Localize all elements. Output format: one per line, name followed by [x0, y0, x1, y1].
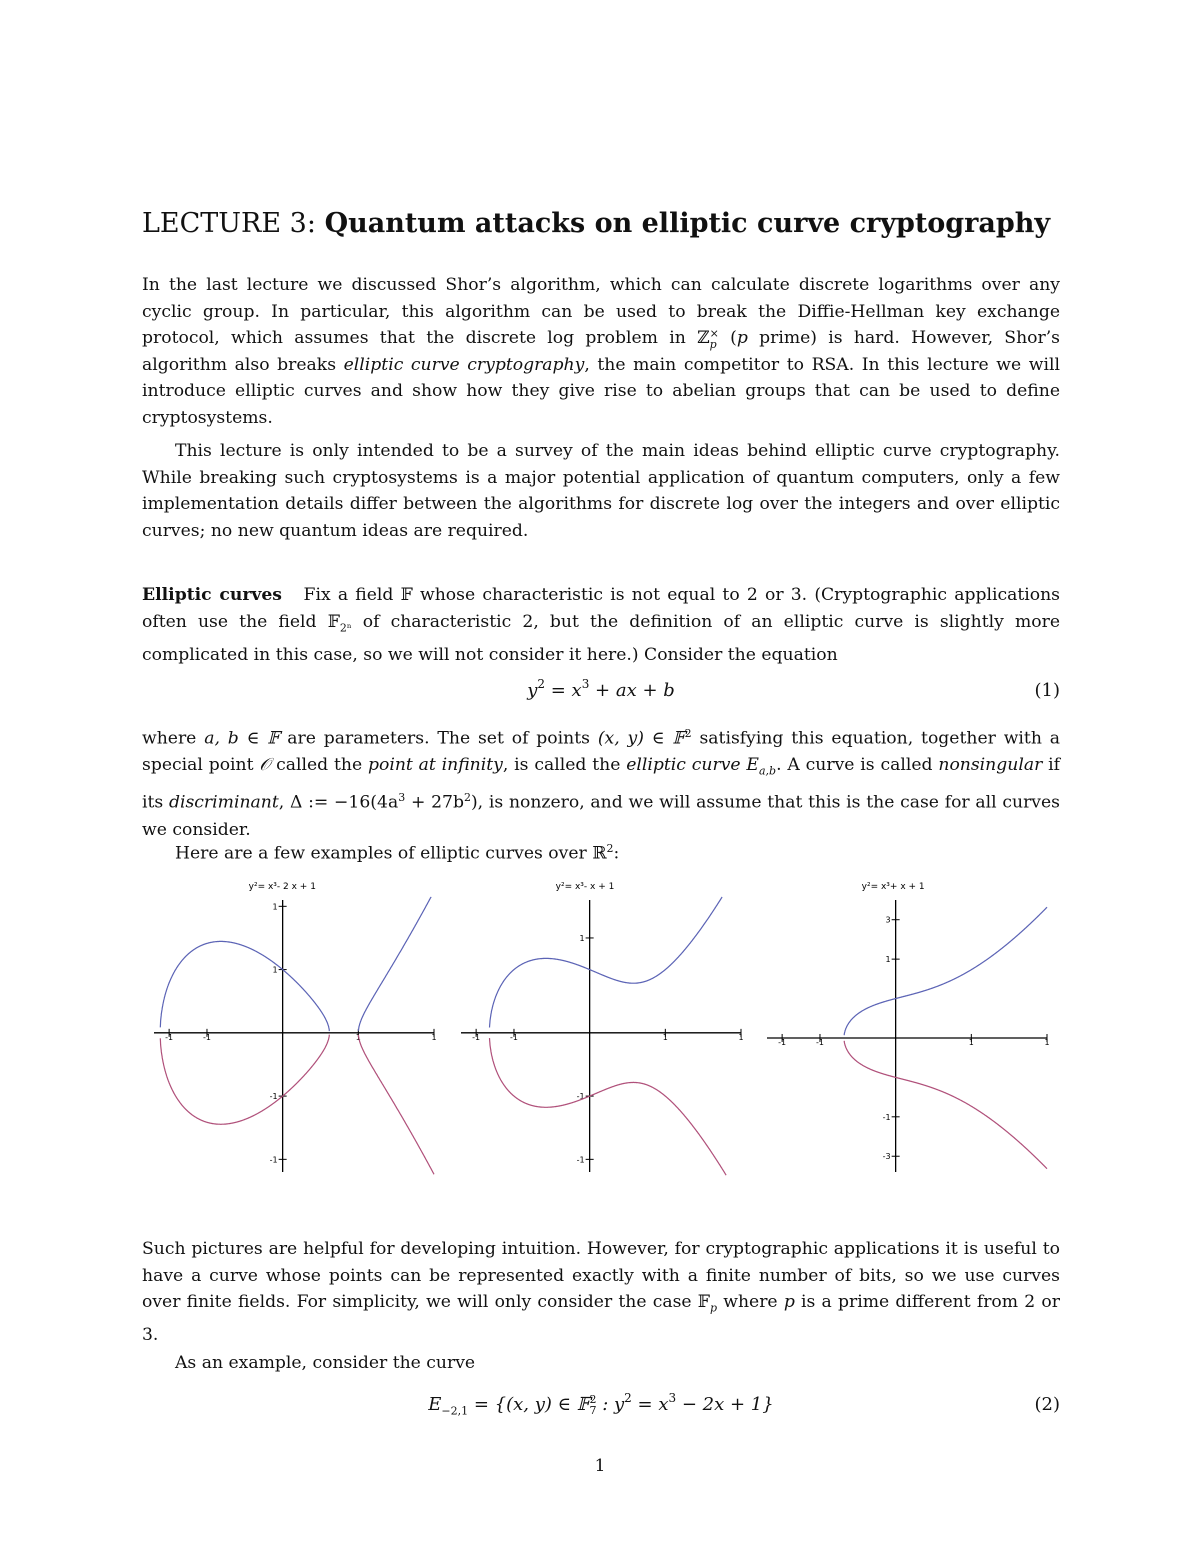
emphasis-ecc: elliptic curve cryptography — [343, 354, 585, 375]
curve-upper-branch — [490, 897, 723, 1028]
plot-svg-3 — [761, 878, 1053, 1178]
curve-upper-branch — [358, 897, 431, 1031]
plot-svg-1 — [148, 878, 440, 1178]
x-tick-label: -1 — [472, 1032, 481, 1042]
x-tick-label: -1 — [815, 1037, 824, 1047]
elliptic-curve-plot-1 — [148, 878, 440, 1178]
x-tick-label: 1 — [968, 1037, 974, 1047]
y-tick-label: 1 — [579, 933, 585, 943]
section-heading: Elliptic curves — [142, 585, 282, 605]
x-tick-label: 1 — [738, 1032, 744, 1042]
x-tick-label: -1 — [778, 1037, 787, 1047]
equation-number: (1) — [1034, 680, 1060, 701]
plot-title: y²= x³+ x + 1 — [861, 882, 925, 892]
y-tick-label: -1 — [576, 1155, 585, 1165]
section-elliptic-curves: Elliptic curves Fix a field 𝔽 whose characteristic is not equal to 2 or 3. (Cryptographic applications often use the field 𝔽$_{2^n}$ of characteristic 2, but the definition of an elliptic curve is slightly more complicated in this case, so we will not consider it here.) Consider the equation — [142, 585, 1060, 665]
title-prefix: LECTURE 3: — [142, 208, 316, 239]
curve-lower-branch — [355, 1032, 437, 1175]
page-number: 1 — [594, 1456, 606, 1476]
y-tick-label: -1 — [269, 1155, 278, 1165]
y-tick-label: -1 — [269, 1092, 278, 1102]
x-tick-label: -1 — [165, 1032, 174, 1042]
x-tick-label: 1 — [662, 1032, 668, 1042]
y-tick-label: 1 — [885, 955, 891, 965]
x-tick-label: 1 — [1044, 1037, 1050, 1047]
equation-1: $y^2 = x^3$ + ax + b (1) — [527, 677, 1060, 701]
y-tick-label: 3 — [885, 915, 891, 925]
example-curve-intro: As an example, consider the curve — [175, 1353, 476, 1373]
curve-upper-branch — [160, 941, 329, 1031]
examples-intro: Here are a few examples of elliptic curves over ℝ$^2$: — [175, 842, 620, 864]
equation-number: (2) — [1034, 1394, 1060, 1415]
x-tick-label: -1 — [202, 1032, 211, 1042]
y-tick-label: -3 — [882, 1152, 891, 1162]
x-tick-label: 1 — [431, 1032, 437, 1042]
curve-definition-paragraph: where a, b ∈ 𝔽 are parameters. The set of points (x, y) ∈ 𝔽$^2$ satisfying this equation, together with a special point 𝒪 called the point at infinity, is called the elliptic curve $E_{a,b}$. A curve is called nonsingular if its discriminant, Δ := $-16(4a^3 + 27b^2)$, is nonzero, and we will assume that this is the case for all curves we consider. — [142, 727, 1060, 840]
equation-2: $E_{-2,1} = \{(x$, y) ∈ 𝔽 2 7 : $y^2 = x^3 - 2x + 1$} (2) — [428, 1391, 1060, 1418]
y-tick-label: -1 — [882, 1112, 891, 1122]
title-main: Quantum attacks on elliptic curve cryptography — [324, 208, 1051, 239]
curve-lower-branch — [160, 1032, 329, 1125]
curve-lower-branch — [844, 1041, 1047, 1169]
y-tick-label: -1 — [576, 1092, 585, 1102]
lecture-title — [142, 208, 1062, 239]
plot-svg-2 — [455, 878, 747, 1178]
curve-upper-branch — [844, 907, 1047, 1035]
intro-paragraph-2: This lecture is only intended to be a survey of the main ideas behind elliptic curve cryptography. While breaking such cryptosystems is a major potential application of quantum computers, only a few implementation details differ between the algorithms for discrete log over the integers and over elliptic curves; no new quantum ideas are required. — [142, 441, 1060, 541]
curve-lower-branch — [490, 1038, 727, 1175]
elliptic-curve-plot-2 — [455, 878, 747, 1178]
x-tick-label: 1 — [355, 1032, 361, 1042]
plot-title: y²= x³- 2 x + 1 — [248, 882, 316, 892]
plot-title: y²= x³- x + 1 — [555, 882, 615, 892]
x-tick-label: -1 — [509, 1032, 518, 1042]
y-tick-label: 1 — [272, 965, 278, 975]
elliptic-curve-plot-3 — [761, 878, 1053, 1178]
y-tick-label: 1 — [272, 902, 278, 912]
intro-paragraph-1: In the last lecture we discussed Shor’s algorithm, which can calculate discrete logarithms over any cyclic group. In particular, this algorithm can be used to break the Diffie-Hellman key exchange protocol, which assumes that the discrete log problem in ℤ × p (p prime) is hard. However, Shor’s algorithm also breaks elliptic curve cryptography, the main competitor to RSA. In this lecture we will introduce elliptic curves and show how they give rise to abelian groups that can be used to define cryptosystems. — [142, 275, 1060, 428]
finite-fields-paragraph: Such pictures are helpful for developing intuition. However, for cryptographic applications it is useful to have a curve whose points can be represented exactly with a finite number of bits, so we use curves over finite fields. For simplicity, we will only consider the case 𝔽$_p$ where p is a prime different from 2 or 3. — [142, 1239, 1060, 1346]
